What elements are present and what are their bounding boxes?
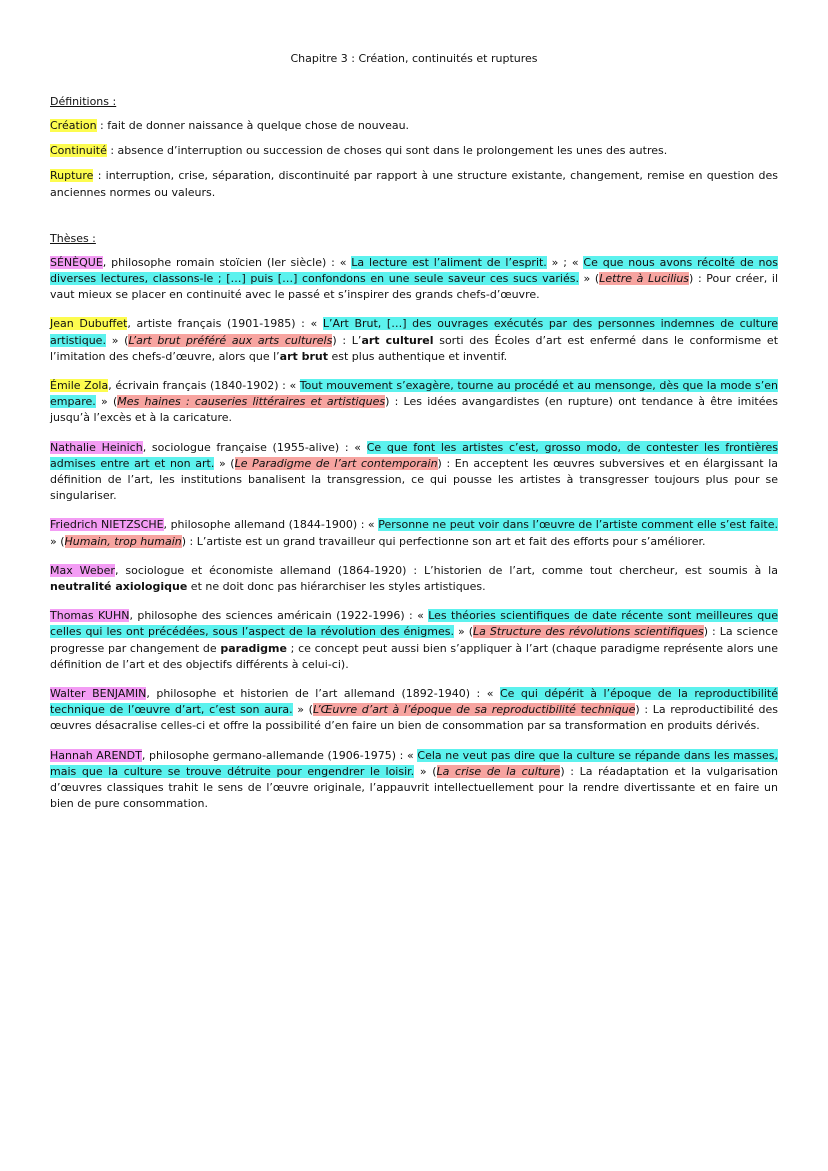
thesis-seneque: SÉNÈQUE, philosophe romain stoïcien (Ier siècle) : « La lecture est l’aliment de l’esprit. » ; « Ce que nous avons récolté de nos diverses lectures, classons-le ; […] puis […] confondons en une seule saveur ces sucs variés. » (Lettre à Lucilius) : Pour créer, il vaut mieux se placer en continuité avec le passé et s’inspirer des grands chefs-d’œuvre. — [50, 255, 778, 302]
work-title: Mes haines : causeries littéraires et artistiques — [117, 395, 386, 409]
thesis-kuhn: Thomas KUHN, philosophe des sciences américain (1922-1996) : « Les théories scientifiques de date récente sont meilleures que celles qui les ont précédées, sous l’aspect de la révolution des énigmes. » (La Structure des révolutions scientifiques) : La science progresse par changement de paradigme ; ce concept peut aussi bien s’appliquer à l’art (chaque paradigme représente alors une définition de l’art et des objectifs différents à celui-ci). — [50, 609, 779, 671]
quote-highlight: Tout mouvement s’exagère, tourne au procédé et au mensonge, dès que la mode s’en empare. — [50, 379, 778, 409]
author-name: Émile Zola — [50, 379, 109, 393]
term-highlight: Rupture — [50, 169, 94, 183]
quote-highlight: La lecture est l’aliment de l’esprit. — [351, 255, 547, 269]
author-name: Nathalie Heinich — [50, 440, 143, 454]
quote-highlight: Ce que font les artistes c’est, grosso modo, de contester les frontières admises entre art et non art. — [50, 440, 779, 470]
document-page — [50, 0, 778, 826]
author-name: Walter BENJAMIN — [50, 687, 147, 701]
term-highlight: Continuité — [50, 144, 107, 158]
definition-continuite: Continuité : absence d’interruption ou succession de choses qui sont dans le prolongement les unes des autres. — [50, 144, 668, 158]
theses-heading: Thèses : — [50, 231, 96, 245]
work-title: Lettre à Lucilius — [599, 272, 690, 286]
thesis-benjamin: Walter BENJAMIN, philosophe et historien de l’art allemand (1892-1940) : « Ce qui dépérit à l’époque de la reproductibilité technique de l’œuvre d’art, c’est son aura. » (L’Œuvre d’art à l’époque de sa reproductibilité technique) : La reproductibilité des œuvres désacralise celles-ci et offre la possibilité d’en faire un bien de consommation par sa transformation en produits dérivés. — [50, 687, 778, 733]
thesis-weber: Max Weber, sociologue et économiste allemand (1864-1920) : L’historien de l’art, comme tout chercheur, est soumis à la neutralité axiologique et ne doit donc pas hiérarchiser les styles artistiques. — [50, 563, 778, 594]
work-title: L’art brut préféré aux arts culturels — [128, 333, 333, 347]
quote-highlight: L’Art Brut, […] des ouvrages exécutés par des personnes indemnes de culture artistique. — [50, 317, 779, 347]
key-term: art culturel — [361, 333, 434, 347]
key-term: art brut — [279, 349, 328, 363]
definition-rupture: Rupture : interruption, crise, séparation, discontinuité par rapport à une structure existante, changement, remise en question des anciennes normes ou valeurs. — [50, 169, 778, 199]
definition-creation: Création : fait de donner naissance à quelque chose de nouveau. — [50, 119, 410, 132]
author-name: Thomas KUHN — [50, 609, 130, 623]
key-term: paradigme — [220, 641, 287, 655]
term-highlight: Création — [50, 119, 97, 132]
author-name: Hannah ARENDT — [50, 748, 142, 762]
key-term: neutralité axiologique — [50, 580, 188, 594]
page-title: Chapitre 3 : Création, continuités et ruptures — [290, 52, 538, 65]
thesis-zola: Émile Zola, écrivain français (1840-1902) : « Tout mouvement s’exagère, tourne au procédé et au mensonge, dès que la mode s’en empare. » (Mes haines : causeries littéraires et artistiques) : Les idées avangardistes (en rupture) ont tendance à être imitées jusqu’à l’excès et à la caricature. — [50, 379, 778, 425]
author-name: SÉNÈQUE — [50, 255, 103, 269]
thesis-dubuffet: Jean Dubuffet, artiste français (1901-1985) : « L’Art Brut, […] des ouvrages exécutés par des personnes indemnes de culture artistique. » (L’art brut préféré aux arts culturels) : L’art culturel sorti des Écoles d’art est enfermé dans le conformisme et l’imitation des chefs-d’œuvre, alors que l’art brut est plus authentique et inventif. — [50, 317, 779, 363]
quote-highlight: Cela ne veut pas dire que la culture se répande dans les masses, mais que la culture se trouve détruite pour engendrer le loisir. — [50, 748, 779, 778]
author-name: Max Weber — [50, 563, 115, 577]
quote-highlight: Les théories scientifiques de date récente sont meilleures que celles qui les ont précédées, sous l’aspect de la révolution des énigmes. — [50, 609, 778, 639]
work-title: L’Œuvre d’art à l’époque de sa reproductibilité technique — [312, 703, 636, 717]
thesis-nietzsche: Friedrich NIETZSCHE, philosophe allemand (1844-1900) : « Personne ne peut voir dans l’œuvre de l’artiste comment elle s’est faite. » (Humain, trop humain) : L’artiste est un grand travailleur qui perfectionne son art et fait des efforts pour s’améliorer. — [50, 518, 778, 548]
work-title: Humain, trop humain — [64, 534, 182, 548]
quote-highlight: Ce que nous avons récolté de nos diverses lectures, classons-le ; […] puis […] confondons en une seule saveur ces sucs variés. — [50, 255, 778, 286]
work-title: Le Paradigme de l’art contemporain — [234, 456, 438, 470]
thesis-arendt: Hannah ARENDT, philosophe germano-allemande (1906-1975) : « Cela ne veut pas dire que la culture se répande dans les masses, mais que la culture se trouve détruite pour engendrer le loisir. » (La crise de la culture) : La réadaptation et la vulgarisation d’œuvres classiques trahit le sens de l’œuvre originale, l’appauvrit intellectuellement pour la rendre divertissante et en faire un bien de pure consommation. — [50, 748, 779, 811]
work-title: La crise de la culture — [436, 764, 561, 778]
author-name: Friedrich NIETZSCHE — [50, 518, 164, 532]
quote-highlight: Ce qui dépérit à l’époque de la reproductibilité technique de l’œuvre d’art, c’est son aura. — [50, 687, 778, 717]
thesis-heinich: Nathalie Heinich, sociologue française (1955-alive) : « Ce que font les artistes c’est, grosso modo, de contester les frontières admises entre art et non art. » (Le Paradigme de l’art contemporain) : En acceptent les œuvres subversives et en élargissant la définition de l’art, les institutions banalisent la transgression, ce qui pousse les artistes à transgresser toujours plus pour se singulariser. — [50, 440, 779, 503]
quote-highlight: Personne ne peut voir dans l’œuvre de l’artiste comment elle s’est faite. — [378, 518, 778, 532]
definitions-heading: Définitions : — [50, 95, 117, 108]
author-name: Jean Dubuffet — [50, 317, 128, 331]
work-title: La Structure des révolutions scientifiques — [473, 625, 704, 639]
